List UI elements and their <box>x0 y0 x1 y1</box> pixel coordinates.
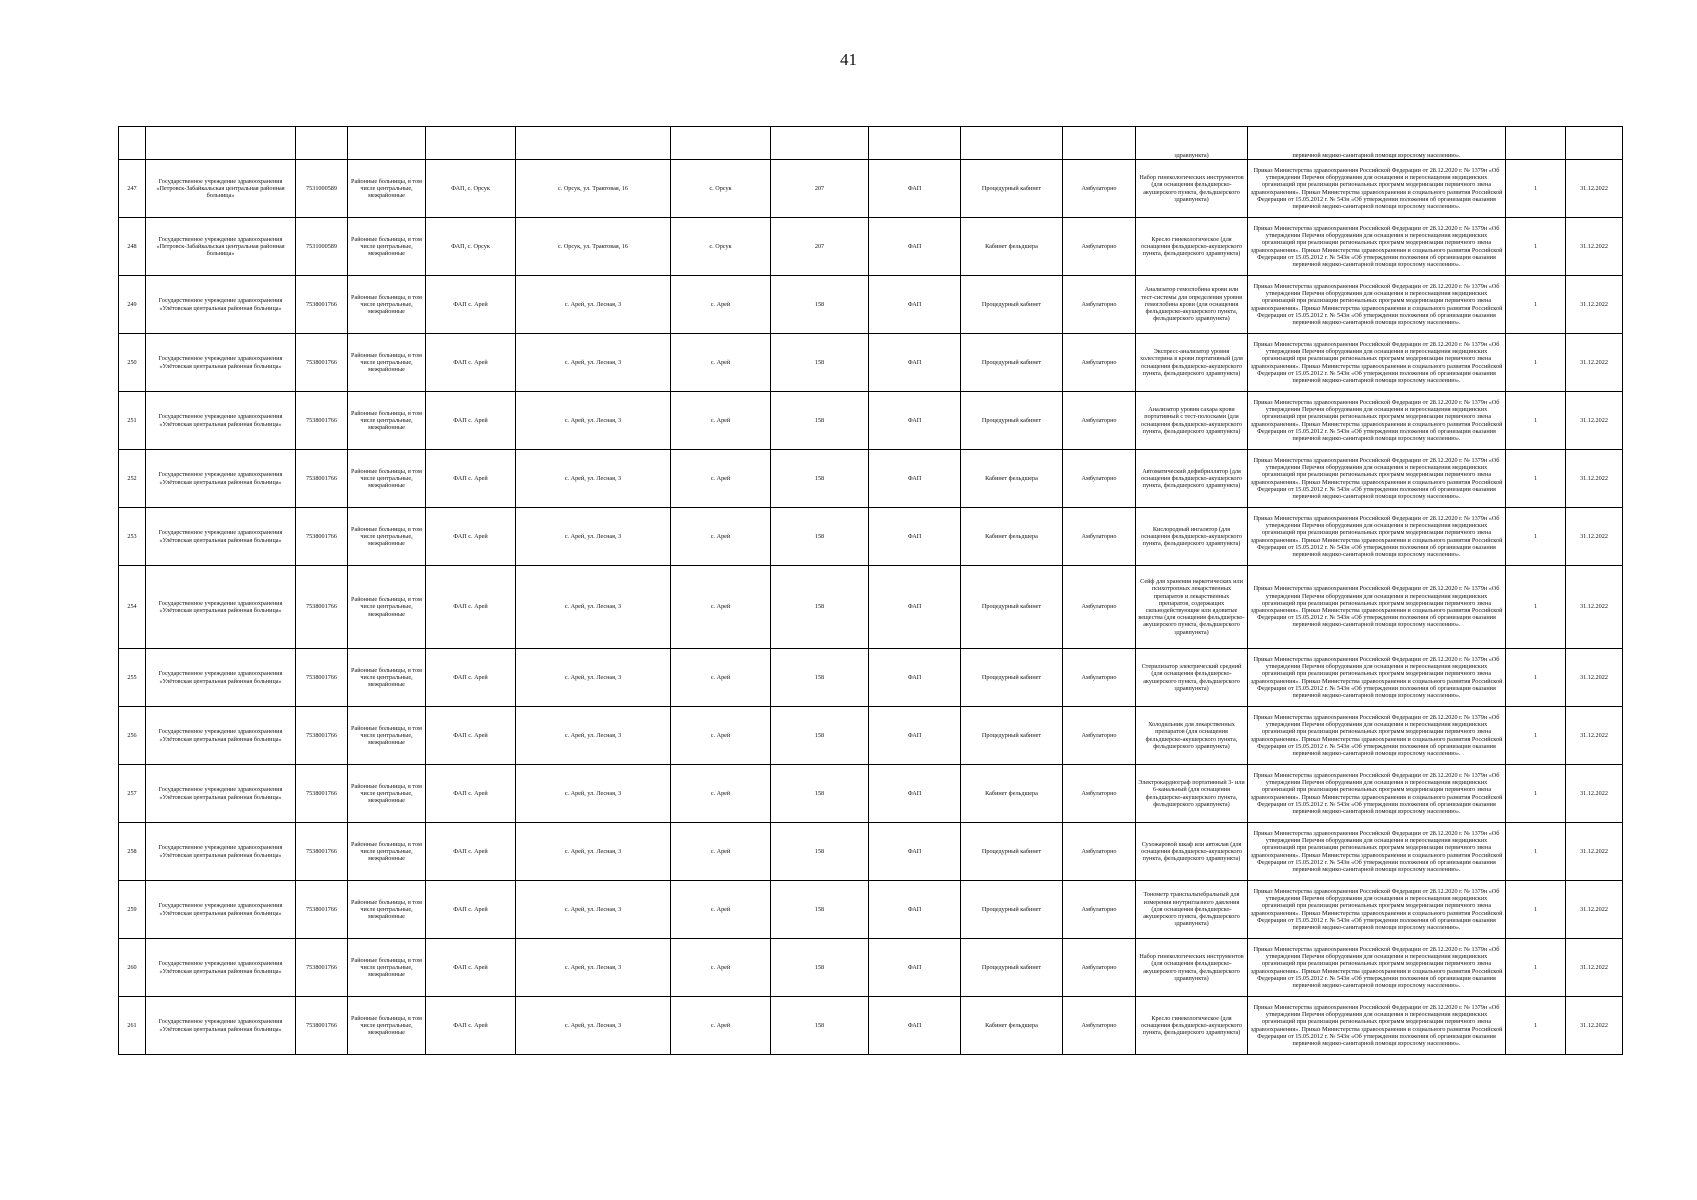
cell-org: Государственное учреждение здравоохранения «Улётовская центральная районная больница» <box>146 997 296 1055</box>
cell-equipment: Кресло гинекологическое (для оснащения фельдшерско-акушерского пункта, фельдшерского здравпункта) <box>1136 218 1248 276</box>
cell-org: Государственное учреждение здравоохранения «Улётовская центральная районная больница» <box>146 334 296 392</box>
cell-basis: Приказ Министерства здравоохранения Российской Федерации от 28.12.2020 г. № 1379н «Об утверждении Перечня оборудования для оснащения и переоснащения медицинских организаций при реализации региональных программ модернизации первичного звена здравоохранения». Приказ Министерства здравоохранения и социального развития Российской Федерации от 15.05.2012 г. № 543н «Об утверждении положения об организации оказания первичной медико-санитарной помощи взрослому населению». <box>1248 823 1506 881</box>
cell-population: 158 <box>771 997 869 1055</box>
cell-room: Кабинет фельдшера <box>961 450 1063 508</box>
cell-locality: с. Арей <box>671 765 771 823</box>
cell-room: Процедурный кабинет <box>961 160 1063 218</box>
cell-equipment: Автоматический дефибриллятор (для оснащения фельдшерско-акушерского пункта, фельдшерского здравпункта) <box>1136 450 1248 508</box>
cell-inn: 7531000589 <box>296 160 348 218</box>
cell-num: 249 <box>119 276 146 334</box>
cell-kind: ФАП <box>869 707 961 765</box>
cell-date: 31.12.2022 <box>1566 707 1623 765</box>
cell-population: 207 <box>771 218 869 276</box>
cell-num: 250 <box>119 334 146 392</box>
cell-basis: Приказ Министерства здравоохранения Российской Федерации от 28.12.2020 г. № 1379н «Об утверждении Перечня оборудования для оснащения и переоснащения медицинских организаций при реализации региональных программ модернизации первичного звена здравоохранения». Приказ Министерства здравоохранения и социального развития Российской Федерации от 15.05.2012 г. № 543н «Об утверждении положения об организации оказания первичной медико-санитарной помощи взрослому населению». <box>1248 276 1506 334</box>
cell-address: с. Арей, ул. Лесная, 3 <box>516 997 671 1055</box>
cell-inn: 7531000589 <box>296 218 348 276</box>
cell-inn: 7538001766 <box>296 649 348 707</box>
cell-num: 256 <box>119 707 146 765</box>
cell-date: 31.12.2022 <box>1566 276 1623 334</box>
cell-num <box>119 127 146 160</box>
cell-date: 31.12.2022 <box>1566 649 1623 707</box>
cell-care: Амбулаторно <box>1063 160 1136 218</box>
cell-basis: Приказ Министерства здравоохранения Российской Федерации от 28.12.2020 г. № 1379н «Об утверждении Перечня оборудования для оснащения и переоснащения медицинских организаций при реализации региональных программ модернизации первичного звена здравоохранения». Приказ Министерства здравоохранения и социального развития Российской Федерации от 15.05.2012 г. № 543н «Об утверждении положения об организации оказания первичной медико-санитарной помощи взрослому населению». <box>1248 160 1506 218</box>
cell-qty: 1 <box>1506 823 1566 881</box>
cell-equipment: Экспресс-анализатор уровня холестерина в крови портативный (для оснащения фельдшерско-акушерского пункта, фельдшерского здравпункта) <box>1136 334 1248 392</box>
cell-basis: Приказ Министерства здравоохранения Российской Федерации от 28.12.2020 г. № 1379н «Об утверждении Перечня оборудования для оснащения и переоснащения медицинских организаций при реализации региональных программ модернизации первичного звена здравоохранения». Приказ Министерства здравоохранения и социального развития Российской Федерации от 15.05.2012 г. № 543н «Об утверждении положения об организации оказания первичной медико-санитарной помощи взрослому населению». <box>1248 939 1506 997</box>
cell-room: Процедурный кабинет <box>961 823 1063 881</box>
cell-locality <box>671 127 771 160</box>
cell-equipment: Электрокардиограф портативный 3- или 6-канальный (для оснащения фельдшерско-акушерского пункта, фельдшерского здравпункта) <box>1136 765 1248 823</box>
cell-date: 31.12.2022 <box>1566 450 1623 508</box>
cell-kind: ФАП <box>869 823 961 881</box>
cell-inn: 7538001766 <box>296 450 348 508</box>
cell-inn: 7538001766 <box>296 765 348 823</box>
table-row <box>119 160 1623 218</box>
cell-basis: Приказ Министерства здравоохранения Российской Федерации от 28.12.2020 г. № 1379н «Об утверждении Перечня оборудования для оснащения и переоснащения медицинских организаций при реализации региональных программ модернизации первичного звена здравоохранения». Приказ Министерства здравоохранения и социального развития Российской Федерации от 15.05.2012 г. № 543н «Об утверждении положения об организации оказания первичной медико-санитарной помощи взрослому населению». <box>1248 450 1506 508</box>
cell-population: 158 <box>771 450 869 508</box>
cell-qty: 1 <box>1506 881 1566 939</box>
cell-type: Районные больницы, в том числе центральные, межрайонные <box>348 276 426 334</box>
cell-locality: с. Арей <box>671 392 771 450</box>
cell-room: Кабинет фельдшера <box>961 765 1063 823</box>
table-row <box>119 218 1623 276</box>
cell-date: 31.12.2022 <box>1566 160 1623 218</box>
cell-equipment: Кислородный ингалятор (для оснащения фельдшерско-акушерского пункта, фельдшерского здравпункта) <box>1136 508 1248 566</box>
cell-type: Районные больницы, в том числе центральные, межрайонные <box>348 566 426 649</box>
cell-care <box>1063 127 1136 160</box>
table-row <box>119 765 1623 823</box>
cell-inn: 7538001766 <box>296 939 348 997</box>
cell-type: Районные больницы, в том числе центральные, межрайонные <box>348 649 426 707</box>
cell-type: Районные больницы, в том числе центральные, межрайонные <box>348 939 426 997</box>
cell-equipment: Анализатор уровня сахара крови портативный с тест-полосками (для оснащения фельдшерско-акушерского пункта, фельдшерского здравпункта) <box>1136 392 1248 450</box>
cell-org: Государственное учреждение здравоохранения «Петровск-Забайкальская центральная районная больница» <box>146 160 296 218</box>
cell-equipment: Сейф для хранения наркотических или психотропных лекарственных препаратов и лекарственных препаратов, содержащих сильнодействующие или ядовитые вещества (для оснащения фельдшерско-акушерского пункта, фельдшерского здравпункта) <box>1136 566 1248 649</box>
cell-inn: 7538001766 <box>296 823 348 881</box>
cell-room: Процедурный кабинет <box>961 334 1063 392</box>
continuation-row <box>119 127 1623 160</box>
cell-care: Амбулаторно <box>1063 392 1136 450</box>
cell-room <box>961 127 1063 160</box>
cell-type: Районные больницы, в том числе центральные, межрайонные <box>348 765 426 823</box>
table-row <box>119 823 1623 881</box>
cell-inn: 7538001766 <box>296 508 348 566</box>
cell-type: Районные больницы, в том числе центральные, межрайонные <box>348 450 426 508</box>
cell-locality: с. Арей <box>671 649 771 707</box>
cell-address: с. Арей, ул. Лесная, 3 <box>516 765 671 823</box>
cell-care: Амбулаторно <box>1063 334 1136 392</box>
cell-type: Районные больницы, в том числе центральные, межрайонные <box>348 334 426 392</box>
cell-kind: ФАП <box>869 450 961 508</box>
table-row <box>119 707 1623 765</box>
cell-basis: Приказ Министерства здравоохранения Российской Федерации от 28.12.2020 г. № 1379н «Об утверждении Перечня оборудования для оснащения и переоснащения медицинских организаций при реализации региональных программ модернизации первичного звена здравоохранения». Приказ Министерства здравоохранения и социального развития Российской Федерации от 15.05.2012 г. № 543н «Об утверждении положения об организации оказания первичной медико-санитарной помощи взрослому населению». <box>1248 707 1506 765</box>
cell-address: с. Арей, ул. Лесная, 3 <box>516 707 671 765</box>
cell-basis: Приказ Министерства здравоохранения Российской Федерации от 28.12.2020 г. № 1379н «Об утверждении Перечня оборудования для оснащения и переоснащения медицинских организаций при реализации региональных программ модернизации первичного звена здравоохранения». Приказ Министерства здравоохранения и социального развития Российской Федерации от 15.05.2012 г. № 543н «Об утверждении положения об организации оказания первичной медико-санитарной помощи взрослому населению». <box>1248 334 1506 392</box>
cell-qty: 1 <box>1506 334 1566 392</box>
cell-population: 158 <box>771 823 869 881</box>
cell-kind: ФАП <box>869 218 961 276</box>
cell-type: Районные больницы, в том числе центральные, межрайонные <box>348 218 426 276</box>
cell-qty: 1 <box>1506 508 1566 566</box>
cell-kind: ФАП <box>869 649 961 707</box>
cell-num: 259 <box>119 881 146 939</box>
cell-population: 158 <box>771 334 869 392</box>
table-row <box>119 649 1623 707</box>
cell-unit: ФАП с. Арей <box>426 508 516 566</box>
cell-room: Процедурный кабинет <box>961 566 1063 649</box>
cell-care: Амбулаторно <box>1063 450 1136 508</box>
cell-unit: ФАП с. Арей <box>426 765 516 823</box>
cell-unit: ФАП с. Арей <box>426 566 516 649</box>
cell-date: 31.12.2022 <box>1566 334 1623 392</box>
cell-date: 31.12.2022 <box>1566 508 1623 566</box>
cell-org: Государственное учреждение здравоохранения «Улётовская центральная районная больница» <box>146 566 296 649</box>
cell-org: Государственное учреждение здравоохранения «Улётовская центральная районная больница» <box>146 881 296 939</box>
cell-care: Амбулаторно <box>1063 218 1136 276</box>
cell-org: Государственное учреждение здравоохранения «Улётовская центральная районная больница» <box>146 508 296 566</box>
cell-kind: ФАП <box>869 765 961 823</box>
cell-date: 31.12.2022 <box>1566 392 1623 450</box>
cell-inn: 7538001766 <box>296 707 348 765</box>
cell-equipment: Набор гинекологических инструментов (для оснащения фельдшерско-акушерского пункта, фельдшерского здравпункта) <box>1136 160 1248 218</box>
cell-equipment: Холодильник для лекарственных препаратов (для оснащения фельдшерско-акушерского пункта, фельдшерского здравпункта) <box>1136 707 1248 765</box>
cell-population: 158 <box>771 939 869 997</box>
cell-population: 158 <box>771 508 869 566</box>
cell-org: Государственное учреждение здравоохранения «Улётовская центральная районная больница» <box>146 939 296 997</box>
cell-kind: ФАП <box>869 881 961 939</box>
cell-unit: ФАП, с. Орсук <box>426 160 516 218</box>
cell-qty: 1 <box>1506 160 1566 218</box>
cell-num: 252 <box>119 450 146 508</box>
cell-qty: 1 <box>1506 997 1566 1055</box>
cell-kind: ФАП <box>869 334 961 392</box>
cell-population: 158 <box>771 649 869 707</box>
cell-care: Амбулаторно <box>1063 823 1136 881</box>
cell-type: Районные больницы, в том числе центральные, межрайонные <box>348 823 426 881</box>
cell-date: 31.12.2022 <box>1566 566 1623 649</box>
cell-date: 31.12.2022 <box>1566 218 1623 276</box>
cell-type: Районные больницы, в том числе центральные, межрайонные <box>348 508 426 566</box>
cell-qty: 1 <box>1506 649 1566 707</box>
cell-population: 158 <box>771 881 869 939</box>
cell-locality: с. Арей <box>671 707 771 765</box>
cell-num: 255 <box>119 649 146 707</box>
cell-org: Государственное учреждение здравоохранения «Улётовская центральная районная больница» <box>146 392 296 450</box>
cell-care: Амбулаторно <box>1063 707 1136 765</box>
cell-basis: Приказ Министерства здравоохранения Российской Федерации от 28.12.2020 г. № 1379н «Об утверждении Перечня оборудования для оснащения и переоснащения медицинских организаций при реализации региональных программ модернизации первичного звена здравоохранения». Приказ Министерства здравоохранения и социального развития Российской Федерации от 15.05.2012 г. № 543н «Об утверждении положения об организации оказания первичной медико-санитарной помощи взрослому населению». <box>1248 649 1506 707</box>
cell-care: Амбулаторно <box>1063 276 1136 334</box>
cell-qty: 1 <box>1506 765 1566 823</box>
cell-locality: с. Орсук <box>671 218 771 276</box>
cell-equipment: Набор гинекологических инструментов (для оснащения фельдшерско-акушерского пункта, фельдшерского здравпункта) <box>1136 939 1248 997</box>
cell-qty: 1 <box>1506 392 1566 450</box>
cell-org: Государственное учреждение здравоохранения «Улётовская центральная районная больница» <box>146 276 296 334</box>
cell-population: 158 <box>771 765 869 823</box>
cell-room: Процедурный кабинет <box>961 939 1063 997</box>
cell-room: Процедурный кабинет <box>961 707 1063 765</box>
cell-basis: первичной медико-санитарной помощи взрослому населению». <box>1248 127 1506 160</box>
cell-population <box>771 127 869 160</box>
cell-kind: ФАП <box>869 508 961 566</box>
cell-unit: ФАП с. Арей <box>426 392 516 450</box>
cell-type <box>348 127 426 160</box>
cell-type: Районные больницы, в том числе центральные, межрайонные <box>348 997 426 1055</box>
table-row <box>119 881 1623 939</box>
cell-room: Кабинет фельдшера <box>961 218 1063 276</box>
cell-qty: 1 <box>1506 566 1566 649</box>
cell-kind <box>869 127 961 160</box>
cell-equipment: Анализатор гемоглобина крови или тест-системы для определения уровня гемоглобина крови (для оснащения фельдшерско-акушерского пункта, фельдшерского здравпункта) <box>1136 276 1248 334</box>
cell-org <box>146 127 296 160</box>
cell-date: 31.12.2022 <box>1566 881 1623 939</box>
cell-address: с. Арей, ул. Лесная, 3 <box>516 334 671 392</box>
cell-qty: 1 <box>1506 939 1566 997</box>
cell-org: Государственное учреждение здравоохранения «Улётовская центральная районная больница» <box>146 450 296 508</box>
cell-unit: ФАП, с. Орсук <box>426 218 516 276</box>
cell-unit: ФАП с. Арей <box>426 707 516 765</box>
cell-num: 257 <box>119 765 146 823</box>
cell-care: Амбулаторно <box>1063 881 1136 939</box>
cell-org: Государственное учреждение здравоохранения «Улётовская центральная районная больница» <box>146 649 296 707</box>
cell-room: Кабинет фельдшера <box>961 997 1063 1055</box>
cell-unit: ФАП с. Арей <box>426 649 516 707</box>
cell-address: с. Арей, ул. Лесная, 3 <box>516 450 671 508</box>
equipment-registry-table <box>118 126 1623 1055</box>
cell-num: 251 <box>119 392 146 450</box>
cell-locality: с. Арей <box>671 939 771 997</box>
cell-org: Государственное учреждение здравоохранения «Улётовская центральная районная больница» <box>146 765 296 823</box>
cell-locality: с. Арей <box>671 997 771 1055</box>
cell-inn: 7538001766 <box>296 997 348 1055</box>
cell-qty: 1 <box>1506 450 1566 508</box>
cell-inn <box>296 127 348 160</box>
cell-population: 158 <box>771 392 869 450</box>
cell-address <box>516 127 671 160</box>
cell-equipment: здравпункта) <box>1136 127 1248 160</box>
cell-locality: с. Арей <box>671 823 771 881</box>
cell-inn: 7538001766 <box>296 566 348 649</box>
cell-address: с. Арей, ул. Лесная, 3 <box>516 276 671 334</box>
cell-type: Районные больницы, в том числе центральные, межрайонные <box>348 881 426 939</box>
cell-equipment: Стерилизатор электрический средний (для оснащения фельдшерско-акушерского пункта, фельдшерского здравпункта) <box>1136 649 1248 707</box>
cell-inn: 7538001766 <box>296 276 348 334</box>
cell-population: 158 <box>771 566 869 649</box>
cell-num: 248 <box>119 218 146 276</box>
cell-address: с. Арей, ул. Лесная, 3 <box>516 508 671 566</box>
cell-address: с. Орсук, ул. Трактовая, 16 <box>516 160 671 218</box>
cell-type: Районные больницы, в том числе центральные, межрайонные <box>348 392 426 450</box>
cell-room: Процедурный кабинет <box>961 649 1063 707</box>
cell-basis: Приказ Министерства здравоохранения Российской Федерации от 28.12.2020 г. № 1379н «Об утверждении Перечня оборудования для оснащения и переоснащения медицинских организаций при реализации региональных программ модернизации первичного звена здравоохранения». Приказ Министерства здравоохранения и социального развития Российской Федерации от 15.05.2012 г. № 543н «Об утверждении положения об организации оказания первичной медико-санитарной помощи взрослому населению». <box>1248 881 1506 939</box>
cell-population: 207 <box>771 160 869 218</box>
cell-kind: ФАП <box>869 276 961 334</box>
cell-unit: ФАП с. Арей <box>426 939 516 997</box>
cell-unit: ФАП с. Арей <box>426 823 516 881</box>
cell-unit: ФАП с. Арей <box>426 450 516 508</box>
cell-date: 31.12.2022 <box>1566 939 1623 997</box>
cell-basis: Приказ Министерства здравоохранения Российской Федерации от 28.12.2020 г. № 1379н «Об утверждении Перечня оборудования для оснащения и переоснащения медицинских организаций при реализации региональных программ модернизации первичного звена здравоохранения». Приказ Министерства здравоохранения и социального развития Российской Федерации от 15.05.2012 г. № 543н «Об утверждении положения об организации оказания первичной медико-санитарной помощи взрослому населению». <box>1248 392 1506 450</box>
cell-locality: с. Арей <box>671 508 771 566</box>
cell-locality: с. Арей <box>671 450 771 508</box>
cell-room: Процедурный кабинет <box>961 276 1063 334</box>
cell-basis: Приказ Министерства здравоохранения Российской Федерации от 28.12.2020 г. № 1379н «Об утверждении Перечня оборудования для оснащения и переоснащения медицинских организаций при реализации региональных программ модернизации первичного звена здравоохранения». Приказ Министерства здравоохранения и социального развития Российской Федерации от 15.05.2012 г. № 543н «Об утверждении положения об организации оказания первичной медико-санитарной помощи взрослому населению». <box>1248 765 1506 823</box>
cell-kind: ФАП <box>869 566 961 649</box>
cell-unit: ФАП с. Арей <box>426 997 516 1055</box>
cell-kind: ФАП <box>869 939 961 997</box>
cell-kind: ФАП <box>869 997 961 1055</box>
cell-address: с. Арей, ул. Лесная, 3 <box>516 649 671 707</box>
cell-care: Амбулаторно <box>1063 939 1136 997</box>
cell-basis: Приказ Министерства здравоохранения Российской Федерации от 28.12.2020 г. № 1379н «Об утверждении Перечня оборудования для оснащения и переоснащения медицинских организаций при реализации региональных программ модернизации первичного звена здравоохранения». Приказ Министерства здравоохранения и социального развития Российской Федерации от 15.05.2012 г. № 543н «Об утверждении положения об организации оказания первичной медико-санитарной помощи взрослому населению». <box>1248 508 1506 566</box>
cell-care: Амбулаторно <box>1063 508 1136 566</box>
table-row <box>119 276 1623 334</box>
cell-address: с. Орсук, ул. Трактовая, 16 <box>516 218 671 276</box>
cell-room: Процедурный кабинет <box>961 881 1063 939</box>
cell-equipment: Сухожаровой шкаф или автоклав (для оснащения фельдшерско-акушерского пункта, фельдшерского здравпункта) <box>1136 823 1248 881</box>
table-row <box>119 997 1623 1055</box>
cell-qty <box>1506 127 1566 160</box>
cell-date <box>1566 127 1623 160</box>
cell-num: 254 <box>119 566 146 649</box>
table-row <box>119 939 1623 997</box>
cell-equipment: Тонометр транспальпебральный для измерения внутриглазного давления (для оснащения фельдшерско-акушерского пункта, фельдшерского здравпункта) <box>1136 881 1248 939</box>
cell-basis: Приказ Министерства здравоохранения Российской Федерации от 28.12.2020 г. № 1379н «Об утверждении Перечня оборудования для оснащения и переоснащения медицинских организаций при реализации региональных программ модернизации первичного звена здравоохранения». Приказ Министерства здравоохранения и социального развития Российской Федерации от 15.05.2012 г. № 543н «Об утверждении положения об организации оказания первичной медико-санитарной помощи взрослому населению». <box>1248 566 1506 649</box>
cell-locality: с. Арей <box>671 276 771 334</box>
cell-care: Амбулаторно <box>1063 997 1136 1055</box>
cell-room: Кабинет фельдшера <box>961 508 1063 566</box>
cell-inn: 7538001766 <box>296 334 348 392</box>
cell-num: 260 <box>119 939 146 997</box>
cell-basis: Приказ Министерства здравоохранения Российской Федерации от 28.12.2020 г. № 1379н «Об утверждении Перечня оборудования для оснащения и переоснащения медицинских организаций при реализации региональных программ модернизации первичного звена здравоохранения». Приказ Министерства здравоохранения и социального развития Российской Федерации от 15.05.2012 г. № 543н «Об утверждении положения об организации оказания первичной медико-санитарной помощи взрослому населению». <box>1248 997 1506 1055</box>
table-row <box>119 566 1623 649</box>
cell-locality: с. Арей <box>671 881 771 939</box>
cell-population: 158 <box>771 276 869 334</box>
cell-care: Амбулаторно <box>1063 765 1136 823</box>
cell-type: Районные больницы, в том числе центральные, межрайонные <box>348 707 426 765</box>
cell-care: Амбулаторно <box>1063 649 1136 707</box>
cell-type: Районные больницы, в том числе центральные, межрайонные <box>348 160 426 218</box>
cell-date: 31.12.2022 <box>1566 823 1623 881</box>
table-row <box>119 508 1623 566</box>
cell-org: Государственное учреждение здравоохранения «Петровск-Забайкальская центральная районная больница» <box>146 218 296 276</box>
cell-equipment: Кресло гинекологическое (для оснащения фельдшерско-акушерского пункта, фельдшерского здравпункта) <box>1136 997 1248 1055</box>
cell-unit: ФАП с. Арей <box>426 276 516 334</box>
cell-kind: ФАП <box>869 392 961 450</box>
cell-population: 158 <box>771 707 869 765</box>
cell-num: 253 <box>119 508 146 566</box>
cell-qty: 1 <box>1506 218 1566 276</box>
cell-qty: 1 <box>1506 707 1566 765</box>
cell-locality: с. Арей <box>671 334 771 392</box>
cell-address: с. Арей, ул. Лесная, 3 <box>516 939 671 997</box>
cell-date: 31.12.2022 <box>1566 997 1623 1055</box>
cell-org: Государственное учреждение здравоохранения «Улётовская центральная районная больница» <box>146 823 296 881</box>
cell-num: 247 <box>119 160 146 218</box>
table-row <box>119 334 1623 392</box>
cell-basis: Приказ Министерства здравоохранения Российской Федерации от 28.12.2020 г. № 1379н «Об утверждении Перечня оборудования для оснащения и переоснащения медицинских организаций при реализации региональных программ модернизации первичного звена здравоохранения». Приказ Министерства здравоохранения и социального развития Российской Федерации от 15.05.2012 г. № 543н «Об утверждении положения об организации оказания первичной медико-санитарной помощи взрослому населению». <box>1248 218 1506 276</box>
page-number: 41 <box>840 50 857 69</box>
cell-care: Амбулаторно <box>1063 566 1136 649</box>
cell-room: Процедурный кабинет <box>961 392 1063 450</box>
cell-unit <box>426 127 516 160</box>
cell-num: 258 <box>119 823 146 881</box>
cell-locality: с. Арей <box>671 566 771 649</box>
cell-inn: 7538001766 <box>296 392 348 450</box>
cell-unit: ФАП с. Арей <box>426 881 516 939</box>
cell-address: с. Арей, ул. Лесная, 3 <box>516 566 671 649</box>
cell-address: с. Арей, ул. Лесная, 3 <box>516 392 671 450</box>
cell-address: с. Арей, ул. Лесная, 3 <box>516 881 671 939</box>
table-row <box>119 450 1623 508</box>
cell-kind: ФАП <box>869 160 961 218</box>
cell-locality: с. Орсук <box>671 160 771 218</box>
cell-qty: 1 <box>1506 276 1566 334</box>
cell-unit: ФАП с. Арей <box>426 334 516 392</box>
cell-date: 31.12.2022 <box>1566 765 1623 823</box>
cell-num: 261 <box>119 997 146 1055</box>
cell-address: с. Арей, ул. Лесная, 3 <box>516 823 671 881</box>
table-row <box>119 392 1623 450</box>
cell-org: Государственное учреждение здравоохранения «Улётовская центральная районная больница» <box>146 707 296 765</box>
cell-inn: 7538001766 <box>296 881 348 939</box>
